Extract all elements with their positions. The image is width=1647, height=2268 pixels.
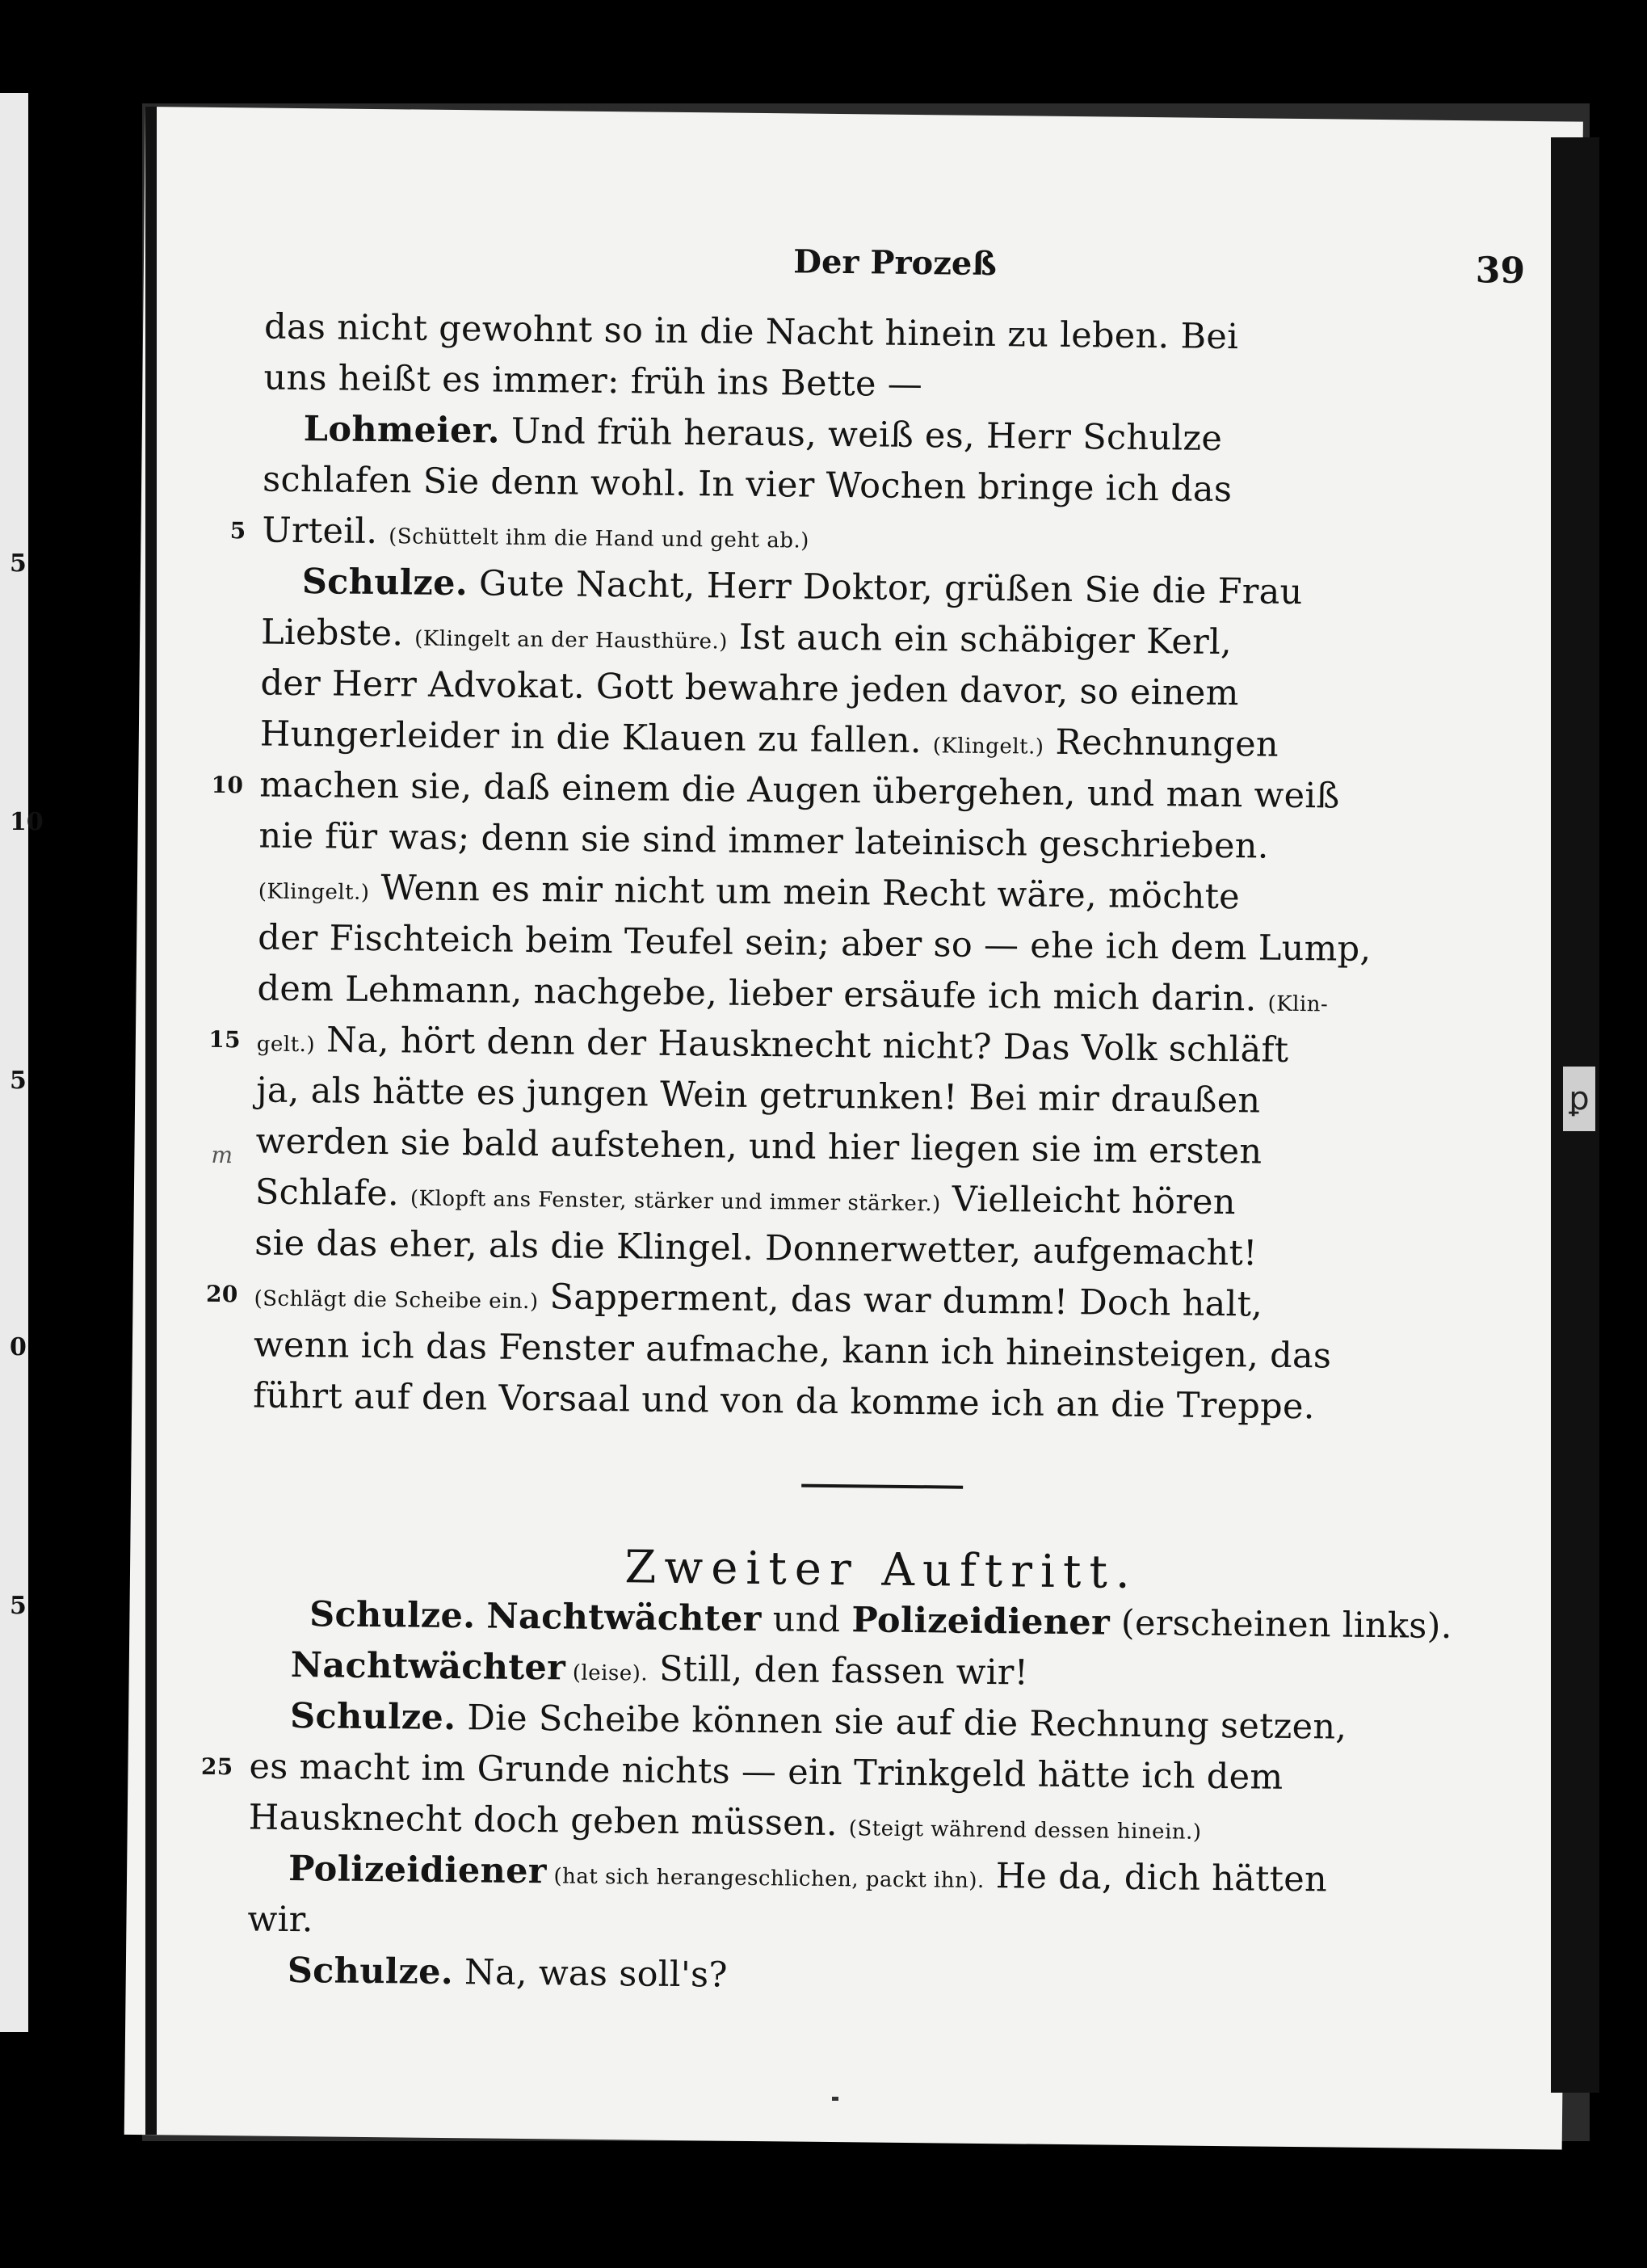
pencil-margin-mark: m (211, 1141, 233, 1169)
text-segment: Gute Nacht, Herr Doktor, grüßen Sie die Frau (467, 563, 1303, 613)
right-margin-mark: ꝑ (1563, 1067, 1595, 1131)
text-segment: wenn ich das Fenster aufmache, kann ich hineinsteigen, das (253, 1324, 1332, 1377)
text-segment: Urteil. (262, 510, 389, 553)
text-segment: wir. (247, 1899, 314, 1941)
text-segment: nie für was; denn sie sind immer lateinisch geschrieben. (258, 815, 1269, 867)
text-segment: machen sie, daß einem die Augen übergehen, und man weiß (258, 764, 1340, 817)
text-segment: sie das eher, als die Klingel. Donnerwetter, aufgemacht! (254, 1222, 1258, 1274)
book-gutter (145, 107, 157, 2135)
text-segment: und (761, 1599, 852, 1641)
page-content (200, 238, 1526, 2009)
line-number: 15 (208, 1025, 242, 1054)
text-segment: Rechnungen (1044, 722, 1279, 765)
text-segment: Vielleicht hören (940, 1179, 1237, 1223)
speaker-name: Polizeidiener (288, 1848, 547, 1892)
text-segment: He da, dich hätten (984, 1855, 1328, 1900)
stage-direction: (Schlägt die Scheibe ein.) (254, 1286, 539, 1315)
text-segment: führt auf den Vorsaal und von da komme ich an die Treppe. (253, 1375, 1315, 1428)
line-number: 5 (229, 517, 246, 545)
previous-page-edge (0, 93, 44, 2032)
speaker-name: Nachtwächter (290, 1644, 566, 1689)
previous-page-line-number: 5 (10, 1592, 27, 1620)
stage-direction: (Schüttelt ihm die Hand und geht ab.) (389, 524, 810, 553)
text-segment: es macht im Grunde nichts — ein Trinkgeld hätte ich dem (249, 1746, 1284, 1798)
stage-direction: (Klin- (1267, 991, 1329, 1017)
book-page (124, 107, 1583, 2150)
previous-page-line-number: 5 (10, 1067, 27, 1095)
text-segment: Hausknecht doch geben müssen. (248, 1797, 850, 1845)
text-block-second-scene (200, 1639, 1511, 2009)
section-divider (801, 1484, 963, 1489)
text-segment: Und früh heraus, weiß es, Herr Schulze (499, 410, 1223, 459)
text-segment: Na, was soll's? (452, 1952, 728, 1996)
text-segment: der Fischteich beim Teufel sein; aber so — ehe ich dem Lump, (257, 917, 1372, 970)
text-segment: Sapperment, das war dumm! Doch halt, (538, 1277, 1263, 1325)
text-segment: Schlafe. (254, 1172, 411, 1214)
stage-direction: (Klingelt.) (258, 879, 370, 905)
text-segment: Liebste. (260, 612, 415, 654)
speaker-name: Lohmeier. (303, 409, 501, 452)
text-segment: uns heißt es immer: früh ins Bette — (263, 357, 923, 406)
stage-direction: (hat sich herangeschlichen, packt ihn). (546, 1864, 985, 1893)
stage-direction: (Klingelt.) (932, 734, 1044, 760)
speaker-name: Schulze. (301, 562, 468, 604)
text-segment: werden sie bald aufstehen, und hier liegen sie im ersten (255, 1121, 1263, 1172)
line-number: 25 (200, 1753, 233, 1781)
text-segment: Still, den fassen wir! (647, 1648, 1029, 1694)
text-segment: Ist auch ein schäbiger Kerl, (727, 616, 1233, 663)
text-segment: Die Scheibe können sie auf die Rechnung setzen, (456, 1698, 1347, 1748)
speaker-name: Schulze. (287, 1950, 454, 1993)
speaker-name: Schulze. (309, 1594, 476, 1637)
previous-page-line-number: 10 (10, 808, 44, 836)
speaker-name: Schulze. (289, 1695, 456, 1739)
page-header (265, 238, 1526, 307)
text-segment: (erscheinen links). (1109, 1602, 1452, 1647)
stage-direction: (leise). (565, 1660, 649, 1686)
stage-direction: (Klopft ans Fenster, stärker und immer stärker.) (410, 1186, 941, 1217)
page-number: 39 (1475, 250, 1526, 292)
line-number: 10 (211, 771, 244, 799)
text-segment: schlafen Sie denn wohl. In vier Wochen bringe ich das (262, 459, 1233, 511)
text-segment: ja, als hätte es jungen Wein getrunken! Bei mir draußen (255, 1070, 1261, 1121)
stage-direction: (Steigt während dessen hinein.) (848, 1816, 1202, 1845)
text-segment: Hungerleider in die Klauen zu fallen. (259, 713, 934, 762)
text-segment: Wenn es mir nicht um mein Recht wäre, möchte (369, 867, 1241, 918)
stray-ink-mark (832, 2097, 838, 2101)
speaker-name: Nachtwächter (486, 1596, 762, 1640)
previous-page-line-number: 0 (10, 1333, 27, 1361)
stage-direction: gelt.) (256, 1032, 316, 1058)
running-title: Der Prozeß (793, 242, 998, 284)
line-number: 20 (205, 1280, 238, 1308)
text-segment: Na, hört denn der Hausknecht nicht? Das Volk schläft (314, 1020, 1289, 1071)
scene-heading: Zweiter Auftritt. (624, 1541, 1139, 1599)
previous-page-line-number: 5 (10, 549, 27, 578)
text-segment: das nicht gewohnt so in die Nacht hinein zu leben. Bei (263, 306, 1239, 358)
text-segment: der Herr Advokat. Gott bewahre jeden davor, so einem (260, 663, 1239, 714)
text-block-first-scene (205, 302, 1524, 1435)
speaker-name: Polizeidiener (851, 1600, 1111, 1643)
text-segment: dem Lehmann, nachgebe, lieber ersäufe ich mich darin. (257, 968, 1268, 1020)
text-segment (475, 1596, 486, 1636)
stage-direction: (Klingelt an der Hausthüre.) (414, 626, 729, 654)
